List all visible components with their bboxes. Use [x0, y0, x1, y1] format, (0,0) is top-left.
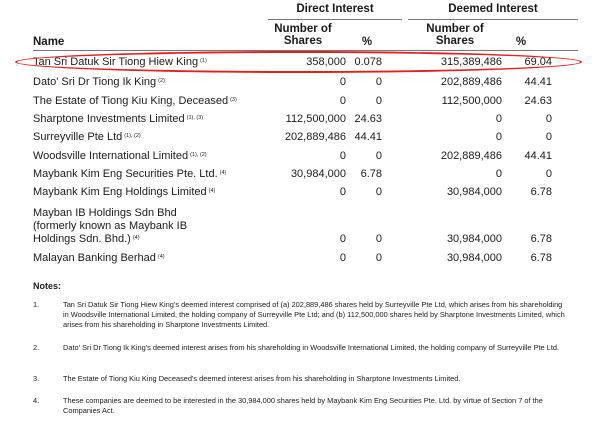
note-number: 1. [33, 300, 40, 309]
row-direct-shares: 112,500,000 [285, 113, 346, 125]
row-direct-shares: 30,984,000 [290, 168, 346, 180]
row-deemed-pct: 6.78 [530, 233, 552, 245]
row-deemed-pct: 44.41 [524, 76, 552, 88]
row-name-text: Mayban IB Holdings Sdn Bhd (formerly known as Maybank IB Holdings Sdn. Bhd.) [33, 207, 188, 245]
row-direct-pct: 0.078 [354, 56, 382, 68]
row-direct-shares: 0 [339, 150, 346, 162]
row-deemed-shares: 30,984,000 [446, 186, 502, 198]
row-name [33, 95, 248, 108]
col-header-direct-shares [258, 23, 348, 47]
row-direct-pct: 0 [375, 233, 382, 245]
row-note-ref: (4) [219, 170, 227, 176]
row-name [33, 131, 248, 144]
col-header-direct-pct: % [361, 36, 373, 48]
row-note-ref: (4) [157, 254, 165, 260]
row-direct-shares: 0 [339, 186, 346, 198]
col-header-deemed-shares [410, 23, 500, 47]
note-number: 2. [33, 343, 40, 352]
row-note-ref: (1), (2) [124, 133, 141, 139]
row-direct-shares: 358,000 [306, 56, 346, 68]
row-direct-pct: 0 [375, 186, 382, 198]
col-header-deemed-shares-line2: Shares [435, 35, 475, 47]
row-direct-shares: 0 [339, 76, 346, 88]
note-text: Dato' Sri Dr Tiong Ik King's deemed interest arises from his shareholding in Woodsville International Limited, the holding company of Surreyville Pte Ltd. [63, 343, 560, 352]
row-name-text: Woodsville International Limited [33, 150, 189, 162]
row-deemed-shares: 0 [495, 131, 502, 143]
row-direct-shares: 0 [339, 95, 346, 107]
row-deemed-pct: 24.63 [524, 95, 552, 107]
row-deemed-shares: 202,889,486 [440, 150, 502, 162]
row-name-text: The Estate of Tiong Kiu King, Deceased [33, 95, 229, 107]
row-deemed-shares: 30,984,000 [446, 252, 502, 264]
col-header-name: Name [33, 36, 65, 48]
col-header-direct-shares-line1: Number of [274, 23, 332, 35]
row-deemed-pct: 6.78 [530, 186, 552, 198]
row-deemed-pct: 0 [545, 168, 552, 180]
row-deemed-pct: 6.78 [530, 252, 552, 264]
row-name-text: Maybank Kim Eng Securities Pte. Ltd. [33, 168, 218, 180]
row-direct-pct: 44.41 [354, 131, 382, 143]
row-direct-shares: 202,889,486 [284, 131, 346, 143]
row-name [33, 168, 248, 181]
note-text: The Estate of Tiong Kiu King Deceased's deemed interest arises from his shareholding in Sharptone Investments Limited. [63, 374, 461, 383]
row-name [33, 186, 248, 199]
col-header-deemed-shares-line1: Number of [426, 23, 484, 35]
row-direct-shares: 0 [339, 233, 346, 245]
row-deemed-pct: 0 [545, 131, 552, 143]
row-direct-pct: 0 [375, 76, 382, 88]
row-deemed-shares: 112,500,000 [441, 95, 502, 107]
row-note-ref: (1), (3) [186, 115, 204, 121]
row-direct-pct: 0 [375, 150, 382, 162]
row-note-ref: (2) [158, 78, 165, 84]
deemed-interest-header: Deemed Interest [448, 3, 538, 15]
row-note-ref: (1), (2) [190, 152, 207, 158]
row-note-ref: (3) [230, 97, 237, 103]
row-deemed-pct: 44.41 [524, 150, 552, 162]
row-name [33, 207, 208, 246]
row-deemed-pct: 0 [545, 113, 552, 125]
note-text: These companies are deemed to be interested in the 30,984,000 shares held by Maybank Kim Eng Securities Pte. Ltd. by virtue of Section 7 of the Companies Act. [63, 396, 543, 415]
col-header-deemed-pct: % [515, 36, 527, 48]
row-deemed-shares: 0 [495, 168, 502, 180]
row-direct-shares: 0 [339, 252, 346, 264]
row-direct-pct: 0 [375, 252, 382, 264]
row-name-text: Surreyville Pte Ltd [33, 131, 123, 143]
row-direct-pct: 24.63 [354, 113, 382, 125]
row-name [33, 113, 248, 126]
note-number: 3. [33, 374, 40, 383]
row-note-ref: (1) [200, 58, 207, 64]
note-number: 4. [33, 396, 40, 405]
deemed-group-rule [408, 19, 578, 20]
row-name-text: Sharptone Investments Limited [33, 113, 185, 125]
direct-group-rule [268, 19, 402, 20]
col-header-direct-shares-line2: Shares [283, 35, 323, 47]
row-name-text: Malayan Banking Berhad [33, 252, 156, 264]
row-deemed-shares: 315,389,486 [440, 56, 502, 68]
row-name [33, 150, 248, 163]
row-name [33, 252, 248, 265]
row-deemed-shares: 202,889,486 [440, 76, 502, 88]
row-note-ref: (4) [132, 235, 140, 241]
highlight-ellipse [15, 51, 582, 73]
row-deemed-shares: 0 [495, 113, 502, 125]
note-text: Tan Sri Datuk Sir Tiong Hiew King's deemed interest comprised of (a) 202,889,486 shares held by Surreyville Pte Ltd, which arises from his shareholding in Woodsville International Limited, the holding company of Surreyville Pte Ltd; and (b) 112,500,000 shares held by Sharptone Investments Limited, which arises from his shareholding in Sharptone Investments Limited. [63, 300, 565, 329]
notes-title: Notes: [33, 281, 62, 291]
row-name-text: Maybank Kim Eng Holdings Limited [33, 186, 207, 198]
row-direct-pct: 0 [375, 95, 382, 107]
direct-interest-header: Direct Interest [296, 3, 374, 15]
row-name-text: Tan Sri Datuk Sir Tiong Hiew King [33, 56, 199, 68]
row-direct-pct: 6.78 [360, 168, 382, 180]
row-note-ref: (4) [208, 188, 216, 194]
row-deemed-shares: 30,984,000 [446, 233, 502, 245]
row-name [33, 76, 248, 89]
row-deemed-pct: 69.04 [524, 56, 552, 68]
row-name-text: Dato' Sri Dr Tiong Ik King [33, 76, 157, 88]
